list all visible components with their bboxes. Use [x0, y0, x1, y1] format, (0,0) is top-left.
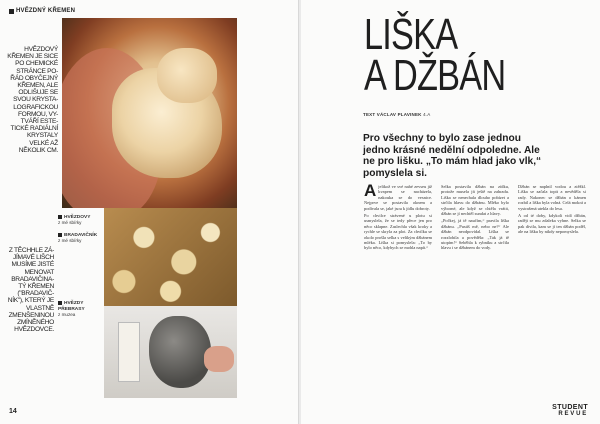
side-text-intro: HVĚZDOVÝ KŘEMEN JE SICE PO CHEMICKÉ STRÁNCE PO-ŘÁD OBYČEJNÝ KŘEMEN, ALE ODLIŠUJE SE SVOU KRYSTA-LOGRAFICKOU FORMOU, VY-TVÁŘÍ ESTE-TICKÉ RADIÁLNÍ KRYSTALY VELKÉ AŽ NĚKOLIK CM. — [7, 46, 58, 154]
drop-cap: A — [364, 181, 377, 200]
student-revue-logo: STUDENT REVUE — [552, 404, 588, 417]
section-tag — [9, 8, 75, 14]
photo-museum-stone — [104, 306, 237, 398]
side-text-wart-quartz: Z TĚCHHLE ZÁ-JÍMAVÉ LIŠCH MUSÍME JISTÉ MENOVAT BRADAVIČINA-TÝ KŘEMEN ("BRADAVIČ-NÍK"), KTERÝ JE VLASTNĚ ZMENŠENINOU ZMÍNĚNÉHO HVĚZDOVCE. — [7, 247, 54, 334]
caption-1: HVĚZDOVY z mé sbírky — [58, 215, 91, 226]
bullet-icon — [58, 215, 62, 219]
bullet-icon — [58, 301, 62, 305]
body-paragraph: jelikož ve své nahé zevseu již kvapem se nacházela, nakouka se do vesnice. Nejprve se postavila oknem a podívala se, jaké jsou k jídlu dobroty. — [364, 184, 432, 211]
caption-2: BRADAVIČNÍK z mé sbírky — [58, 233, 98, 244]
right-page — [301, 0, 600, 424]
bullet-icon — [58, 233, 62, 237]
page-number-left: 14 — [9, 408, 17, 415]
byline: TEXT VÁCLAV PLAVINEK 4.A — [363, 112, 431, 117]
photo-wart-quartz — [104, 208, 237, 306]
lead-paragraph: Pro všechny to bylo zase jednou jedno krásné nedělní odpoledne. Ale ne pro lišku. „To mám hlad jako vlk,“ pomyslela si. — [363, 133, 542, 179]
body-paragraph: Po chvilce strávené u plotu si usmyslela, že se tedy přece jen pro něco sklapne. Zaslechla však kroky a rychle se skryla za plot. Za chvilku se okolo prošla selka s velikým džbánem mléka. Liška si pomyslela: „To by bylo něco, kdybych se mohla napít.“ — [364, 213, 432, 251]
body-paragraph: „Počkej, já tě naučím,“ pravila liška džbánu. „Pustíš mě, nebo ne?“ Ale džbán neodpovídal. Liška se rozzlobila a pověděla: „Tak já tě utopím!“ Seběhla k rybníku a strčila hlavu i se džbánem do vody. — [441, 218, 509, 251]
section-tag-label: HVĚZDNÝ KŘEMEN — [16, 8, 76, 14]
photo-star-quartz-in-hand — [62, 18, 237, 208]
body-paragraph: A od té doby, kdykoli vidí džbán, raději se mu zdaleka vyhne. Selka se pak divila, kam se jí ten džbán poděl, ale na lišku by nikdy nepomyslela. — [518, 213, 586, 235]
square-icon — [9, 9, 14, 14]
caption-3: HVĚZDY PŘEBRASY z muzea — [58, 301, 85, 318]
article-title: LIŠKA A DŽBÁN — [364, 10, 506, 100]
left-page — [0, 0, 299, 424]
article-body — [364, 181, 586, 380]
body-paragraph: Džbán se naplnil vodou a ztěžkl. Liška se začala topit a nevěděla si rady. Nakonec se džbán o kámen rozbil a liška byla volná. Celá mokrá a vystrašená utekla do lesa. — [518, 184, 586, 211]
body-paragraph: Selka postavila džbán na zídku, protože musela jít ještě na zahradu. Liška se nenechala dlouho pobízet a strčila hlavu do džbánu. Mléko bylo výborné, ale když se chtěla vrátit, džbán se jí nechtěl sundat z hlavy. — [441, 184, 509, 217]
